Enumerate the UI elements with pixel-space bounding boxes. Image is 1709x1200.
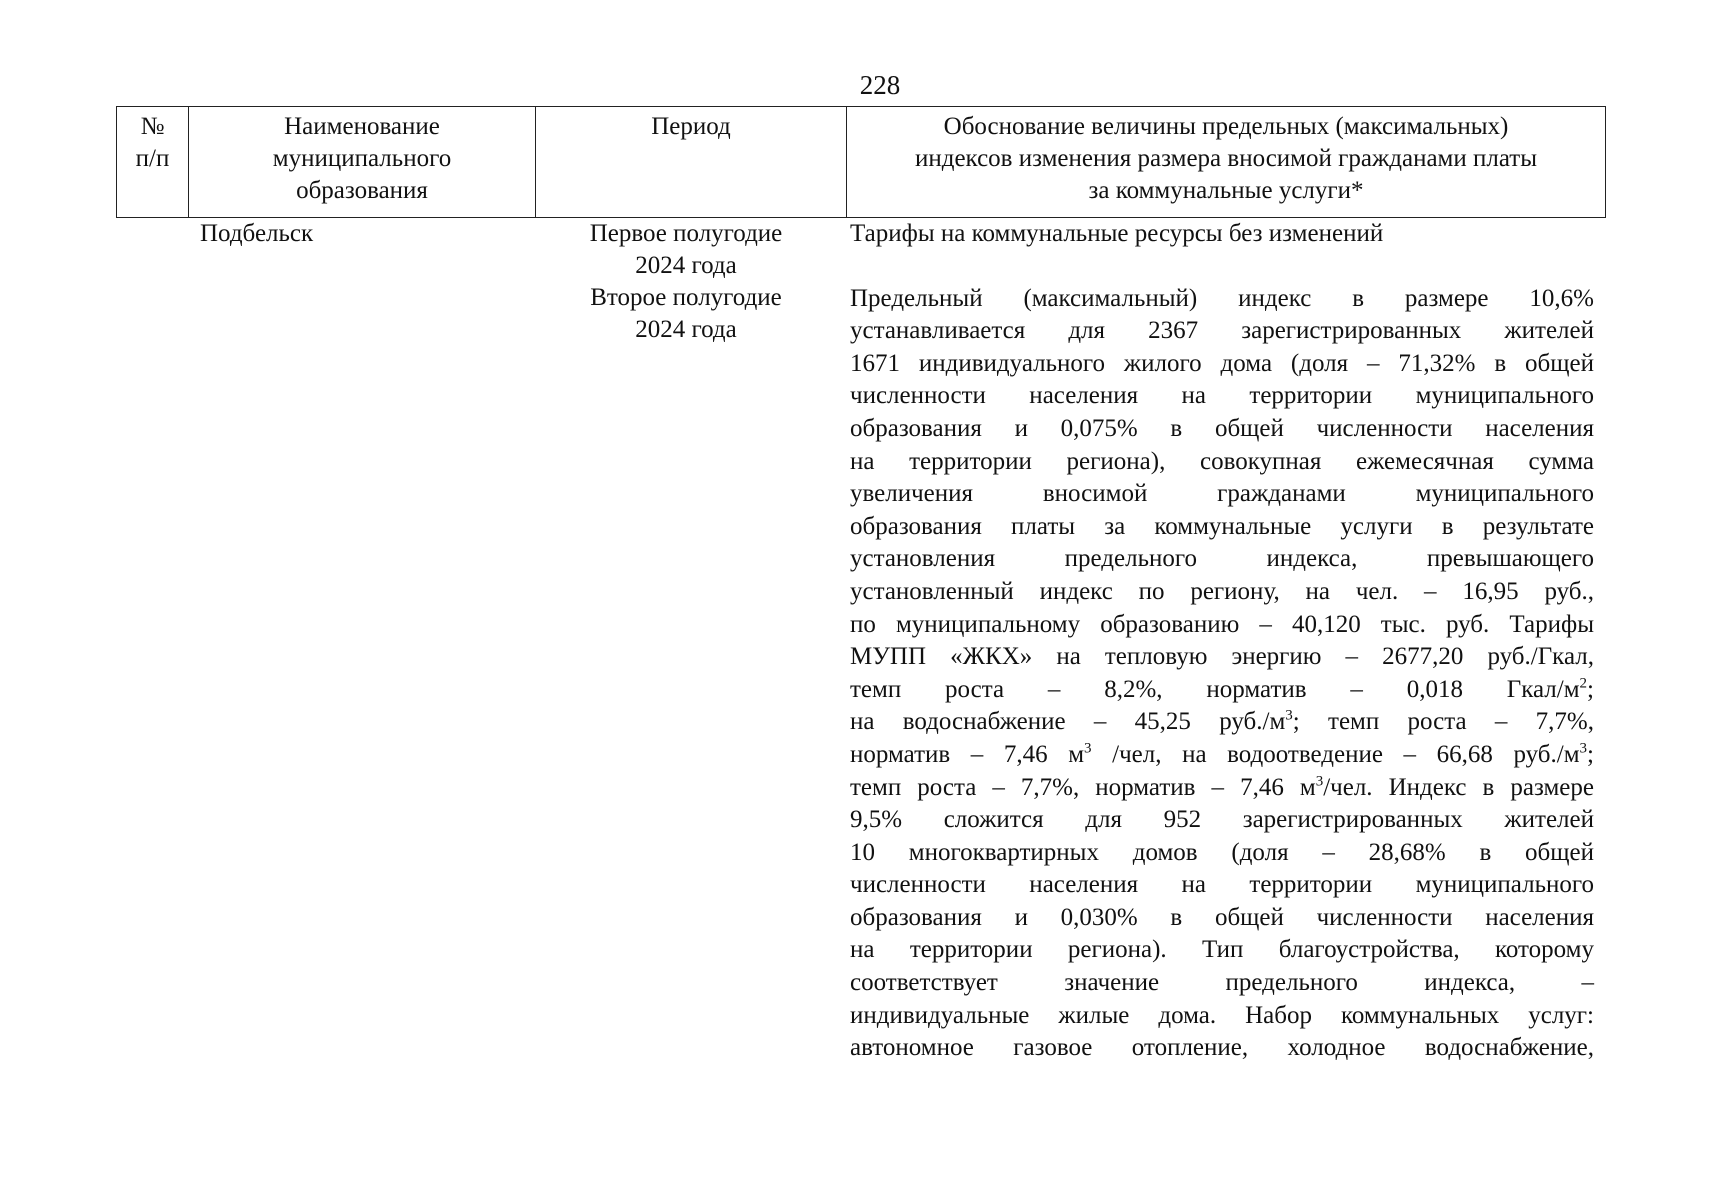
justification-line: образования платы за коммунальные услуги в результате xyxy=(850,512,1594,540)
justification-line: соответствует значение предельного индекса, – xyxy=(850,969,1594,997)
justification-first-half: Тарифы на коммунальные ресурсы без изменений xyxy=(850,220,1384,247)
header-text: Обоснование величины предельных (максимальных) xyxy=(943,113,1509,140)
justification-line: образования и 0,075% в общей численности населения xyxy=(850,414,1594,442)
period-first-text: Первое полугодие xyxy=(589,220,783,247)
header-col-municipality xyxy=(189,107,536,217)
justification-line: темп роста – 7,7%, норматив – 7,46 $м^3$/чел. Индекс в размере xyxy=(850,773,1594,801)
justification-line: 9,5% сложится для 952 зарегистрированных жителей xyxy=(850,806,1594,834)
justification-line: увеличения вносимой гражданами муниципального xyxy=(850,480,1594,508)
justification-line: норматив – 7,46 $м^3$ /чел, на водоотведение – 66,68 $руб./м^3$; xyxy=(850,740,1594,768)
period-cell xyxy=(540,218,832,346)
justification-line: автономное газовое отопление, холодное водоснабжение, xyxy=(850,1034,1594,1062)
page-number: 228 xyxy=(859,70,901,100)
justification-line: индивидуальные жилые дома. Набор коммунальных услуг: xyxy=(850,1001,1594,1029)
justification-line: по муниципальному образованию – 40,120 тыс. руб. Тарифы xyxy=(850,610,1594,638)
justification-line: устанавливается для 2367 зарегистрированных жителей xyxy=(850,317,1594,345)
period-first-year: 2024 года xyxy=(635,252,737,279)
justification-line: темп роста – 8,2%, норматив – 0,018 Гкал/$м^2$; xyxy=(850,675,1594,703)
header-text: муниципального xyxy=(272,145,452,172)
justification-line: 10 многоквартирных домов (доля – 28,68% в общей xyxy=(850,838,1594,866)
justification-second-half xyxy=(850,283,1594,1065)
header-text: за коммунальные услуги* xyxy=(1088,177,1364,204)
justification-line: численности населения на территории муниципального xyxy=(850,871,1594,899)
justification-line: на территории региона). Тип благоустройства, которому xyxy=(850,936,1594,964)
justification-line: установления предельного индекса, превышающего xyxy=(850,545,1594,573)
justification-line: на водоснабжение – 45,25 $руб./м^3$; темп роста – 7,7%, xyxy=(850,707,1594,736)
justification-line: установленный индекс по региону, на чел. – 16,95 руб., xyxy=(850,577,1594,605)
justification-line: образования и 0,030% в общей численности населения xyxy=(850,903,1594,931)
header-col-justification xyxy=(847,107,1605,217)
justification-line: МУПП «ЖКХ» на тепловую энергию – 2677,20 руб./Гкал, xyxy=(850,643,1594,671)
justification-line: на территории региона), совокупная ежемесячная сумма xyxy=(850,447,1594,475)
header-col-number xyxy=(117,107,189,217)
justification-cell xyxy=(850,218,1594,1065)
header-text: образования xyxy=(296,177,428,204)
header-text: № xyxy=(140,113,165,140)
header-text: п/п xyxy=(135,145,170,172)
justification-line: 1671 индивидуального жилого дома (доля – 71,32% в общей xyxy=(850,349,1594,377)
period-second-year: 2024 года xyxy=(635,316,737,343)
table-header xyxy=(116,106,1606,218)
header-text: Период xyxy=(651,113,731,140)
municipality-name: Подбельск xyxy=(200,220,314,247)
header-col-period xyxy=(536,107,847,217)
period-second-text: Второе полугодие xyxy=(590,284,782,311)
header-text: Наименование xyxy=(284,113,440,140)
justification-line: численности населения на территории муниципального xyxy=(850,382,1594,410)
header-text: индексов изменения размера вносимой гражданами платы xyxy=(914,145,1538,172)
justification-line: Предельный (максимальный) индекс в размере 10,6% xyxy=(850,284,1594,312)
